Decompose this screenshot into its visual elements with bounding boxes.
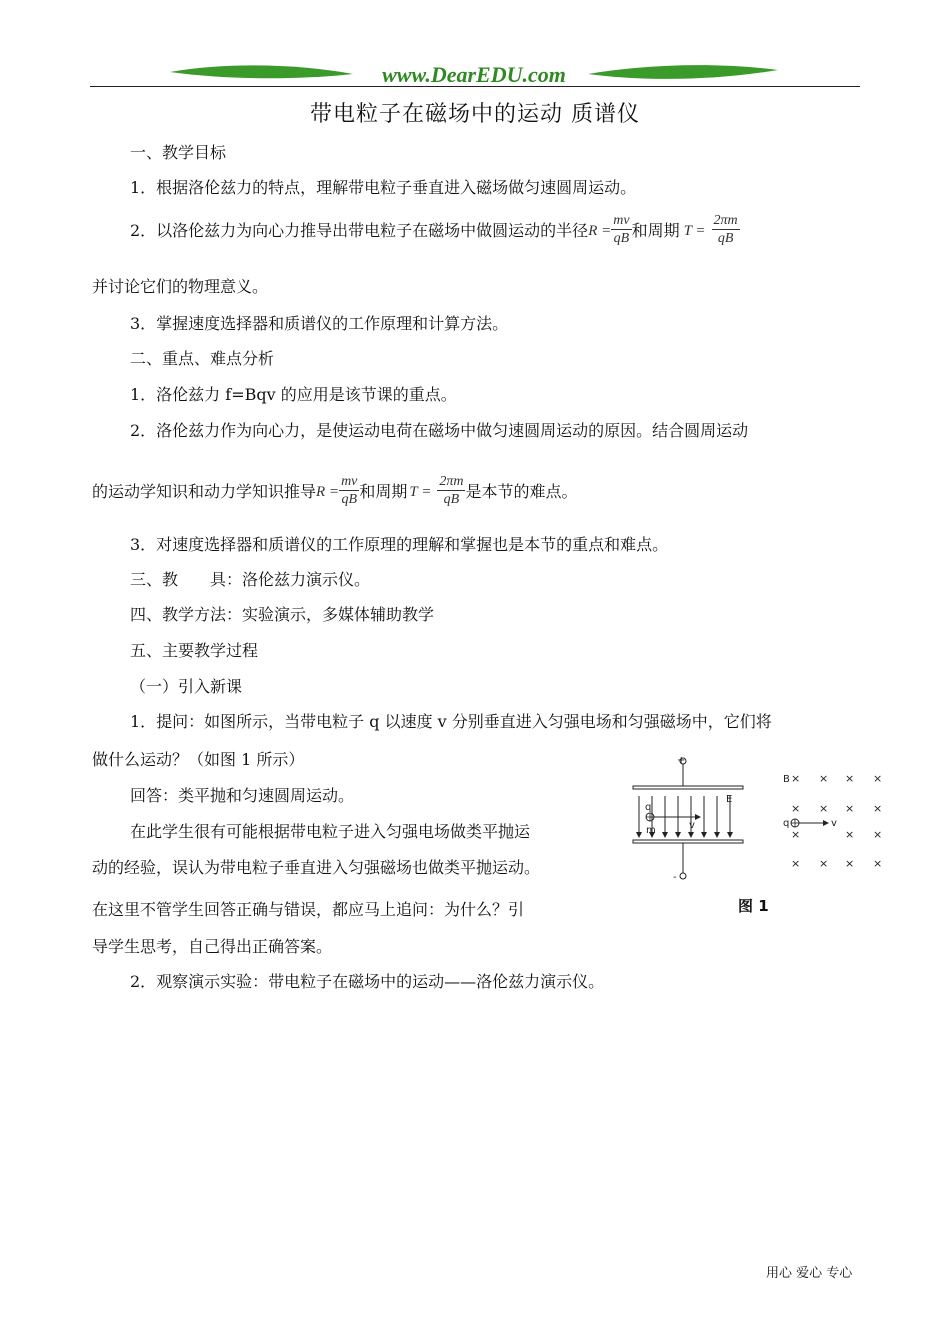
figure-caption: 图 1 (738, 897, 769, 915)
minus-terminal-label: - (673, 872, 677, 883)
goal-item-1: 1．根据洛伦兹力的特点，理解带电粒子垂直进入磁场做匀速圆周运动。 (130, 178, 637, 197)
formula-r2-denominator: qB (341, 492, 357, 507)
b-cross: × (873, 802, 883, 815)
b-cross: × (791, 802, 801, 815)
page-title: 带电粒子在磁场中的运动 质谱仪 (310, 102, 640, 127)
header-rule (90, 86, 860, 87)
formula-t-fraction (712, 213, 740, 248)
goal-item-2-mid: 和周期 (631, 220, 680, 240)
formula-t-numerator: 2πm (713, 213, 738, 228)
b-cross: × (873, 772, 883, 785)
formula-r2-numerator: mv (341, 474, 358, 489)
footer-slogan: 用心 爱心 专心 (766, 1266, 853, 1281)
formula-t2-denominator: qB (443, 492, 460, 507)
formula-t2-fraction (437, 474, 465, 509)
b-cross: × (845, 772, 855, 785)
paragraph-line-4: 导学生思考，自己得出正确答案。 (92, 937, 333, 956)
b-cross: × (845, 802, 855, 815)
formula-t2-lhs: T = (409, 483, 432, 500)
goal-item-2-text: 2．以洛伦兹力为向心力推导出带电粒子在磁场中做圆运动的半径 (130, 220, 589, 240)
section-teaching-method: 四、教学方法：实验演示，多媒体辅助教学 (130, 605, 435, 624)
charge-q-label-e: q (645, 802, 652, 813)
question-line-1: 1．提问：如图所示，当带电粒子 q 以速度 v 分别垂直进入匀强电场和匀强磁场中，它们将 (130, 712, 772, 731)
paragraph-line-1: 在此学生很有可能根据带电粒子进入匀强电场做类平抛运 (130, 822, 531, 841)
paragraph-line-3: 在这里不管学生回答正确与错误，都应马上追问：为什么？引 (92, 900, 525, 919)
plus-terminal-label: + (677, 755, 686, 766)
b-cross: × (819, 802, 829, 815)
key-point-2-mid: 和周期 (359, 481, 408, 501)
section-heading-key-points: 二、重点、难点分析 (130, 349, 275, 368)
field-b-label: B (783, 774, 790, 785)
formula-r-numerator: mv (613, 213, 630, 228)
section-heading-process: 五、主要教学过程 (130, 641, 259, 660)
formula-t-lhs: T = (683, 222, 706, 239)
key-point-2-suffix: 是本节的难点。 (465, 481, 578, 501)
section-heading-goals: 一、教学目标 (130, 143, 227, 162)
formula-t-denominator: qB (717, 231, 734, 246)
goal-item-2 (130, 213, 740, 248)
b-cross: × (845, 828, 855, 841)
key-point-2: 2．洛伦兹力作为向心力，是使运动电荷在磁场中做匀速圆周运动的原因。结合圆周运动 (130, 421, 749, 440)
charge-q-label-b: q (783, 818, 790, 829)
b-cross: × (873, 857, 883, 870)
b-cross: × (845, 857, 855, 870)
key-point-2-continued (92, 474, 578, 509)
goal-item-2-continued: 并讨论它们的物理意义。 (92, 277, 269, 296)
b-cross: × (791, 857, 801, 870)
answer-line: 回答：类平抛和匀速圆周运动。 (130, 786, 355, 805)
velocity-v-label-b: v (831, 818, 837, 829)
formula-r-fraction (611, 213, 631, 248)
key-point-3: 3．对速度选择器和质谱仪的工作原理的理解和掌握也是本节的重点和难点。 (130, 535, 669, 554)
section-teaching-tools: 三、教 具：洛伦兹力演示仪。 (130, 570, 371, 589)
b-cross: × (791, 772, 801, 785)
formula-r-denominator: qB (613, 231, 630, 246)
key-point-2-text: 的运动学知识和动力学知识推导 (92, 481, 317, 501)
formula-r2-fraction (339, 474, 359, 509)
b-cross: × (873, 828, 883, 841)
brand-logo: www.DearEDU.com (382, 62, 566, 87)
b-cross: × (791, 828, 801, 841)
key-point-1: 1．洛伦兹力 f=Bqv 的应用是该节课的重点。 (130, 385, 457, 404)
observe-item-2: 2．观察演示实验：带电粒子在磁场中的运动——洛伦兹力演示仪。 (130, 972, 605, 991)
b-cross: × (819, 857, 829, 870)
formula-r2-lhs: R = (316, 483, 340, 500)
b-cross: × (819, 772, 829, 785)
question-line-2: 做什么运动？（如图 1 所示） (92, 750, 305, 769)
velocity-v-label-e: v (689, 820, 695, 831)
paragraph-line-2: 动的经验，误认为带电粒子垂直进入匀强磁场也做类平抛运动。 (92, 858, 541, 877)
field-e-label: E (726, 794, 733, 805)
subsection-intro: （一）引入新课 (130, 677, 243, 696)
goal-item-3: 3．掌握速度选择器和质谱仪的工作原理和计算方法。 (130, 314, 509, 333)
formula-t2-numerator: 2πm (439, 474, 464, 489)
mass-m-label: m (646, 825, 656, 836)
formula-r-lhs: R = (588, 222, 612, 239)
